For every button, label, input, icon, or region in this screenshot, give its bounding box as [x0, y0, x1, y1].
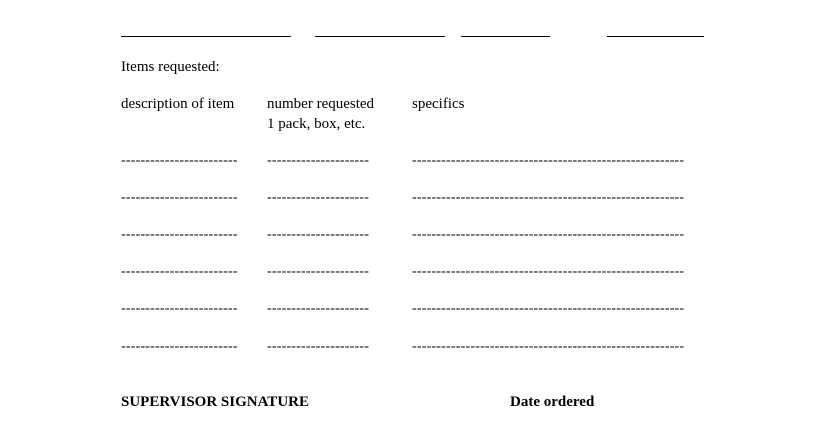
- row-4-specifics-field[interactable]: --------------------------------------------------------: [412, 265, 685, 279]
- row-2-number-field[interactable]: ---------------------: [267, 191, 370, 205]
- row-5-specifics-field[interactable]: --------------------------------------------------------: [412, 302, 685, 316]
- row-1-description-field[interactable]: ------------------------: [121, 154, 238, 168]
- row-1-number-field[interactable]: ---------------------: [267, 154, 370, 168]
- row-5-number-field[interactable]: ---------------------: [267, 302, 370, 316]
- row-3-number-field[interactable]: ---------------------: [267, 228, 370, 242]
- row-6-number-field[interactable]: ---------------------: [267, 340, 370, 354]
- item-row-1: [0, 154, 825, 168]
- item-row-4: [0, 265, 825, 279]
- column-header-number: number requested: [267, 96, 375, 112]
- column-subheader-number: 1 pack, box, etc.: [267, 116, 366, 132]
- row-5-description-field[interactable]: ------------------------: [121, 302, 238, 316]
- blank-field-4[interactable]: [607, 36, 704, 37]
- item-row-3: [0, 228, 825, 242]
- item-row-5: [0, 302, 825, 316]
- blank-field-1[interactable]: [121, 36, 291, 37]
- row-1-specifics-field[interactable]: --------------------------------------------------------: [412, 154, 685, 168]
- row-4-number-field[interactable]: ---------------------: [267, 265, 370, 279]
- blank-field-2[interactable]: [315, 36, 445, 37]
- item-row-6: [0, 340, 825, 354]
- row-2-description-field[interactable]: ------------------------: [121, 191, 238, 205]
- row-4-description-field[interactable]: ------------------------: [121, 265, 238, 279]
- item-row-2: [0, 191, 825, 205]
- column-header-specifics: specifics: [412, 96, 465, 112]
- row-2-specifics-field[interactable]: --------------------------------------------------------: [412, 191, 685, 205]
- row-3-description-field[interactable]: ------------------------: [121, 228, 238, 242]
- column-header-description: description of item: [121, 96, 235, 112]
- row-6-description-field[interactable]: ------------------------: [121, 340, 238, 354]
- blank-field-3[interactable]: [461, 36, 550, 37]
- row-3-specifics-field[interactable]: --------------------------------------------------------: [412, 228, 685, 242]
- date-ordered-label: Date ordered: [510, 394, 595, 410]
- supervisor-signature-label: SUPERVISOR SIGNATURE: [121, 394, 309, 410]
- items-requested-heading: Items requested:: [121, 59, 220, 75]
- row-6-specifics-field[interactable]: --------------------------------------------------------: [412, 340, 685, 354]
